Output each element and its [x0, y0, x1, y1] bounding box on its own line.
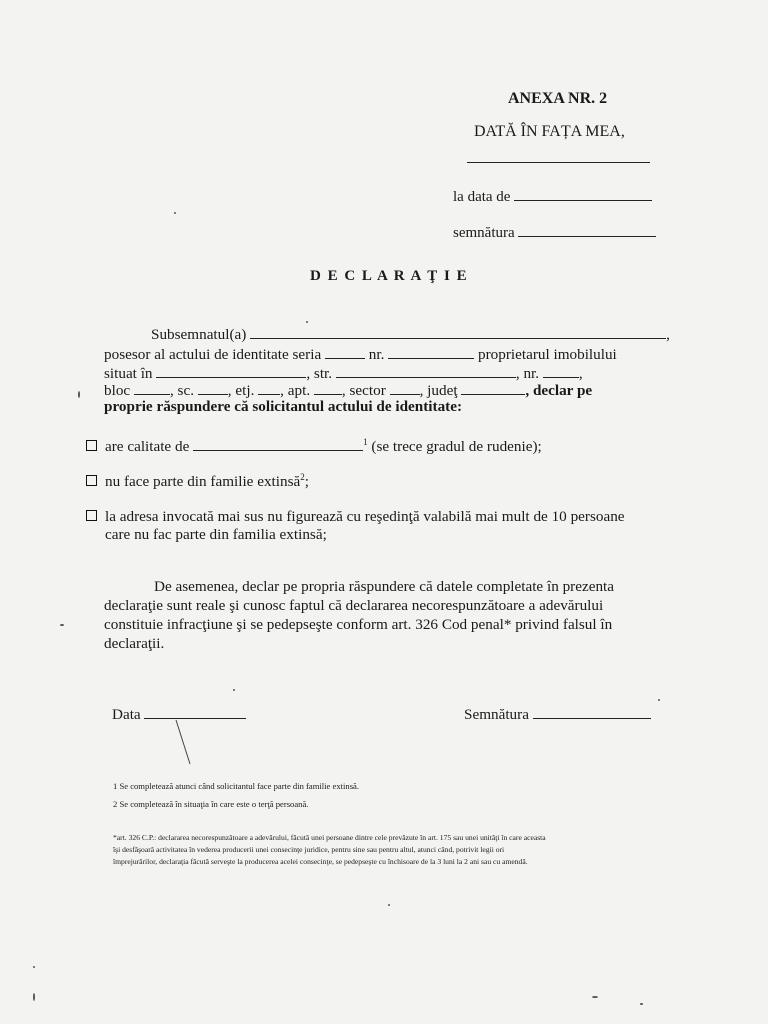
- header-signature-label: semnătura: [453, 225, 515, 241]
- paragraph-line-3: constituie infracţiune şi se pedepseşte conform art. 326 Cod penal* privind falsul în: [104, 616, 613, 633]
- block-field[interactable]: [134, 380, 170, 395]
- sector-label: , sector: [341, 382, 386, 399]
- not-extended-family-end: ;: [304, 473, 309, 491]
- id-number-field[interactable]: [388, 344, 474, 359]
- not-extended-family-label: nu face parte din familie extinsă: [105, 473, 301, 491]
- declare-on-label: , declar pe: [525, 382, 593, 399]
- body-line-1: Subsemnatul(a) ,: [151, 326, 670, 343]
- body-line-3: situat în , str. , nr. ,: [104, 365, 583, 382]
- body-line-4: [104, 380, 592, 400]
- staircase-field[interactable]: [198, 380, 228, 395]
- header-signature-field[interactable]: [518, 222, 656, 237]
- located-in-label: situat în: [104, 365, 153, 382]
- option-kinship: [86, 436, 542, 456]
- county-field[interactable]: [461, 380, 525, 395]
- body-line-2: [104, 344, 617, 364]
- scan-speck: [78, 391, 80, 398]
- scan-speck: [388, 904, 390, 906]
- footer-signature-field[interactable]: [533, 704, 651, 719]
- annex-number: ANEXA NR. 2: [508, 90, 608, 107]
- kinship-label: are calitate de: [105, 438, 190, 455]
- kinship-checkbox[interactable]: [86, 440, 97, 451]
- scan-speck: [658, 699, 660, 701]
- penal-code-line-1: *art. 326 C.P.: declararea necorespunzătoare a adevărului, făcută unei persoane dintre cele prevăzute în art. 175 sau unei unităţi în care aceasta: [113, 833, 546, 842]
- footnote-ref-1: 1: [363, 436, 368, 447]
- sector-field[interactable]: [390, 380, 420, 395]
- paragraph-line-4: declaraţii.: [104, 635, 165, 652]
- block-label: bloc: [104, 382, 131, 399]
- header-date-field[interactable]: [514, 186, 652, 201]
- kinship-hint: (se trece gradul de rudenie);: [371, 438, 542, 455]
- penal-code-line-2: îşi desfăşoară activitatea în vederea producerii unei consecinţe juridice, pentru sine sau pentru altul, atunci când, potrivit legii ori: [113, 845, 505, 854]
- option-residence-cont: care nu fac parte din familia extinsă;: [105, 526, 327, 543]
- paragraph-line-1: De asemenea, declar pe propria răspundere că datele completate în prezenta: [154, 578, 615, 595]
- paragraph-line-2: declaraţie sunt reale şi cunosc faptul că declararea necorespunzătoare a adevărului: [104, 597, 604, 614]
- undersigned-name-field[interactable]: [250, 324, 666, 339]
- body-line-5: proprie răspundere că solicitantul actului de identitate:: [104, 398, 463, 415]
- footer-signature-row: [464, 704, 651, 724]
- staircase-label: , sc.: [169, 382, 194, 399]
- scan-speck: [33, 966, 35, 968]
- street-label: , str.: [306, 365, 333, 382]
- owner-label: proprietarul imobilului: [478, 346, 617, 363]
- given-before-me: DATĂ ÎN FAȚA MEA,: [474, 123, 625, 140]
- footer-date-label: Data: [112, 706, 141, 723]
- floor-field[interactable]: [258, 380, 280, 395]
- id-series-field[interactable]: [325, 344, 365, 359]
- footer-signature-label: Semnătura: [464, 706, 529, 723]
- scan-speck: [233, 689, 235, 691]
- scan-speck: [33, 993, 35, 1001]
- header-date-row: [453, 186, 652, 206]
- street-field[interactable]: [336, 363, 516, 378]
- scan-speck: [306, 321, 308, 323]
- option-residence: [86, 508, 625, 526]
- county-label: , judeţ: [419, 382, 458, 399]
- footer-date-field[interactable]: [144, 704, 246, 719]
- street-number-label: , nr.: [515, 365, 540, 382]
- residence-checkbox[interactable]: [86, 510, 97, 521]
- street-number-field[interactable]: [543, 363, 579, 378]
- footnote-1: 1 Se completează atunci când solicitantul face parte din familie extinsă.: [113, 781, 360, 791]
- apartment-field[interactable]: [314, 380, 342, 395]
- undersigned-label: Subsemnatul(a): [151, 326, 247, 343]
- not-extended-family-checkbox[interactable]: [86, 475, 97, 486]
- official-name-line[interactable]: [467, 162, 650, 163]
- scan-speck: [592, 996, 598, 998]
- floor-label: , etj.: [227, 382, 255, 399]
- scan-speck: [640, 1003, 643, 1005]
- scan-speck: [174, 212, 176, 214]
- id-series-label: posesor al actului de identitate seria: [104, 346, 322, 363]
- header-signature-row: [453, 222, 656, 242]
- apartment-label: , apt.: [280, 382, 311, 399]
- locality-field[interactable]: [156, 363, 306, 378]
- pen-mark: [172, 718, 202, 768]
- document-title: D E C L A R A Ţ I E: [310, 268, 469, 284]
- kinship-field[interactable]: [193, 436, 363, 451]
- header-date-label: la data de: [453, 189, 511, 205]
- option-not-extended-family: [86, 472, 309, 491]
- footnote-ref-2: 2: [300, 472, 305, 482]
- scan-speck: [60, 624, 64, 626]
- penal-code-line-3: împrejurărilor, declaraţia făcută serveşte la producerea acelei consecinţe, se pedepseşte cu închisoare de la 3 luni la 2 ani sau cu amendă.: [113, 857, 528, 866]
- footnote-2: 2 Se completează în situaţia în care este o terţă persoană.: [113, 799, 309, 809]
- residence-label: la adresa invocată mai sus nu figurează cu reşedinţă valabilă mai mult de 10 persoane: [105, 508, 625, 525]
- id-number-label: nr.: [368, 346, 385, 363]
